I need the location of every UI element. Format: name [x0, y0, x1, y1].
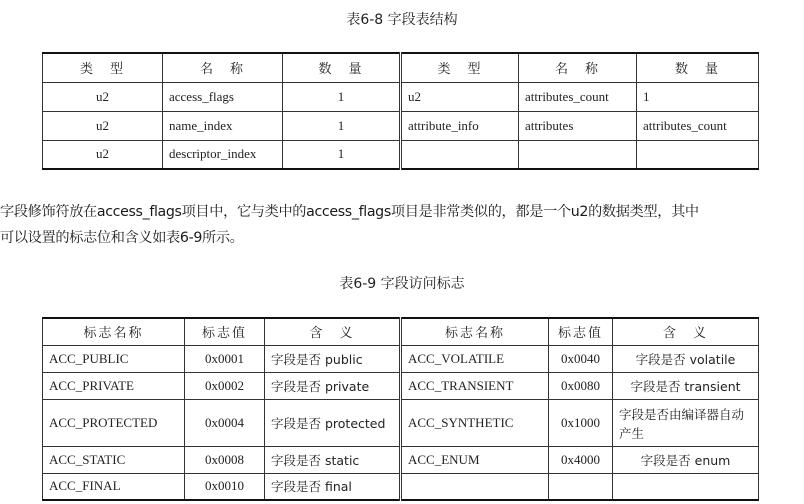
table-cell: descriptor_index	[163, 140, 283, 169]
table-cell	[519, 140, 637, 169]
table-cell: u2	[43, 140, 163, 169]
body-paragraph	[0, 199, 804, 251]
table-cell	[549, 473, 613, 500]
table-row	[43, 140, 759, 169]
table-cell: 1	[283, 111, 401, 140]
col-header-type: 类 型	[401, 53, 519, 82]
table-cell	[401, 473, 549, 500]
table-cell: 0x4000	[549, 446, 613, 473]
table-cell: u2	[401, 82, 519, 111]
table-cell: ACC_STATIC	[43, 446, 185, 473]
col-header-count: 数 量	[283, 53, 401, 82]
col-header-flag-value: 标志值	[185, 318, 265, 345]
table-row	[43, 111, 759, 140]
table-cell: ACC_PRIVATE	[43, 372, 185, 399]
table-cell: attributes	[519, 111, 637, 140]
table-cell: 0x0004	[185, 399, 265, 446]
col-header-flag-value: 标志值	[549, 318, 613, 345]
table-row	[43, 399, 759, 446]
table-cell: 0x0040	[549, 345, 613, 372]
field-table-structure	[42, 52, 759, 170]
table-cell: 0x0001	[185, 345, 265, 372]
table-cell: ACC_PROTECTED	[43, 399, 185, 446]
table-cell: attribute_info	[401, 111, 519, 140]
table-cell: 字段是否 volatile	[613, 345, 759, 372]
table-row	[43, 372, 759, 399]
table-cell: 0x0080	[549, 372, 613, 399]
col-header-meaning: 含 义	[613, 318, 759, 345]
table-cell: attributes_count	[519, 82, 637, 111]
table-cell: 1	[283, 140, 401, 169]
field-access-flags-table	[42, 317, 759, 501]
table-cell: ACC_VOLATILE	[401, 345, 549, 372]
table-row	[43, 82, 759, 111]
table-row	[43, 446, 759, 473]
table-6-8-caption: 表6-8 字段表结构	[346, 12, 458, 28]
col-header-meaning: 含 义	[265, 318, 401, 345]
table-cell: ACC_TRANSIENT	[401, 372, 549, 399]
table-cell: ACC_FINAL	[43, 473, 185, 500]
col-header-flag-name: 标志名称	[401, 318, 549, 345]
col-header-type: 类 型	[43, 53, 163, 82]
table-cell: attributes_count	[637, 111, 759, 140]
table-cell: ACC_SYNTHETIC	[401, 399, 549, 446]
table-cell: u2	[43, 111, 163, 140]
table-cell: 字段是否 public	[265, 345, 401, 372]
table-cell: 字段是否 enum	[613, 446, 759, 473]
table-cell	[613, 473, 759, 500]
table-cell: 字段是否 private	[265, 372, 401, 399]
table-row	[43, 345, 759, 372]
table-cell: 0x1000	[549, 399, 613, 446]
table-cell: 1	[637, 82, 759, 111]
table-cell: 字段是否 static	[265, 446, 401, 473]
table-row	[43, 473, 759, 500]
paragraph-line: 字段修饰符放在access_flags项目中，它与类中的access_flags项目是非常类似的，都是一个u2的数据类型，其中	[0, 204, 699, 220]
col-header-name: 名 称	[163, 53, 283, 82]
col-header-name: 名 称	[519, 53, 637, 82]
table-cell: 字段是否由编译器自动产生	[613, 399, 759, 446]
table-cell	[401, 140, 519, 169]
table-cell: name_index	[163, 111, 283, 140]
table-cell: access_flags	[163, 82, 283, 111]
table-cell	[637, 140, 759, 169]
table-cell: 1	[283, 82, 401, 111]
table-cell: 字段是否 protected	[265, 399, 401, 446]
paragraph-line: 可以设置的标志位和含义如表6-9所示。	[0, 230, 244, 246]
col-header-count: 数 量	[637, 53, 759, 82]
table-cell: 0x0002	[185, 372, 265, 399]
col-header-flag-name: 标志名称	[43, 318, 185, 345]
table-cell: 字段是否 transient	[613, 372, 759, 399]
table-cell: ACC_PUBLIC	[43, 345, 185, 372]
table-6-9-caption: 表6-9 字段访问标志	[339, 276, 465, 292]
table-cell: 0x0008	[185, 446, 265, 473]
table-cell: u2	[43, 82, 163, 111]
table-cell: 字段是否 final	[265, 473, 401, 500]
table-cell: 0x0010	[185, 473, 265, 500]
table-cell: ACC_ENUM	[401, 446, 549, 473]
